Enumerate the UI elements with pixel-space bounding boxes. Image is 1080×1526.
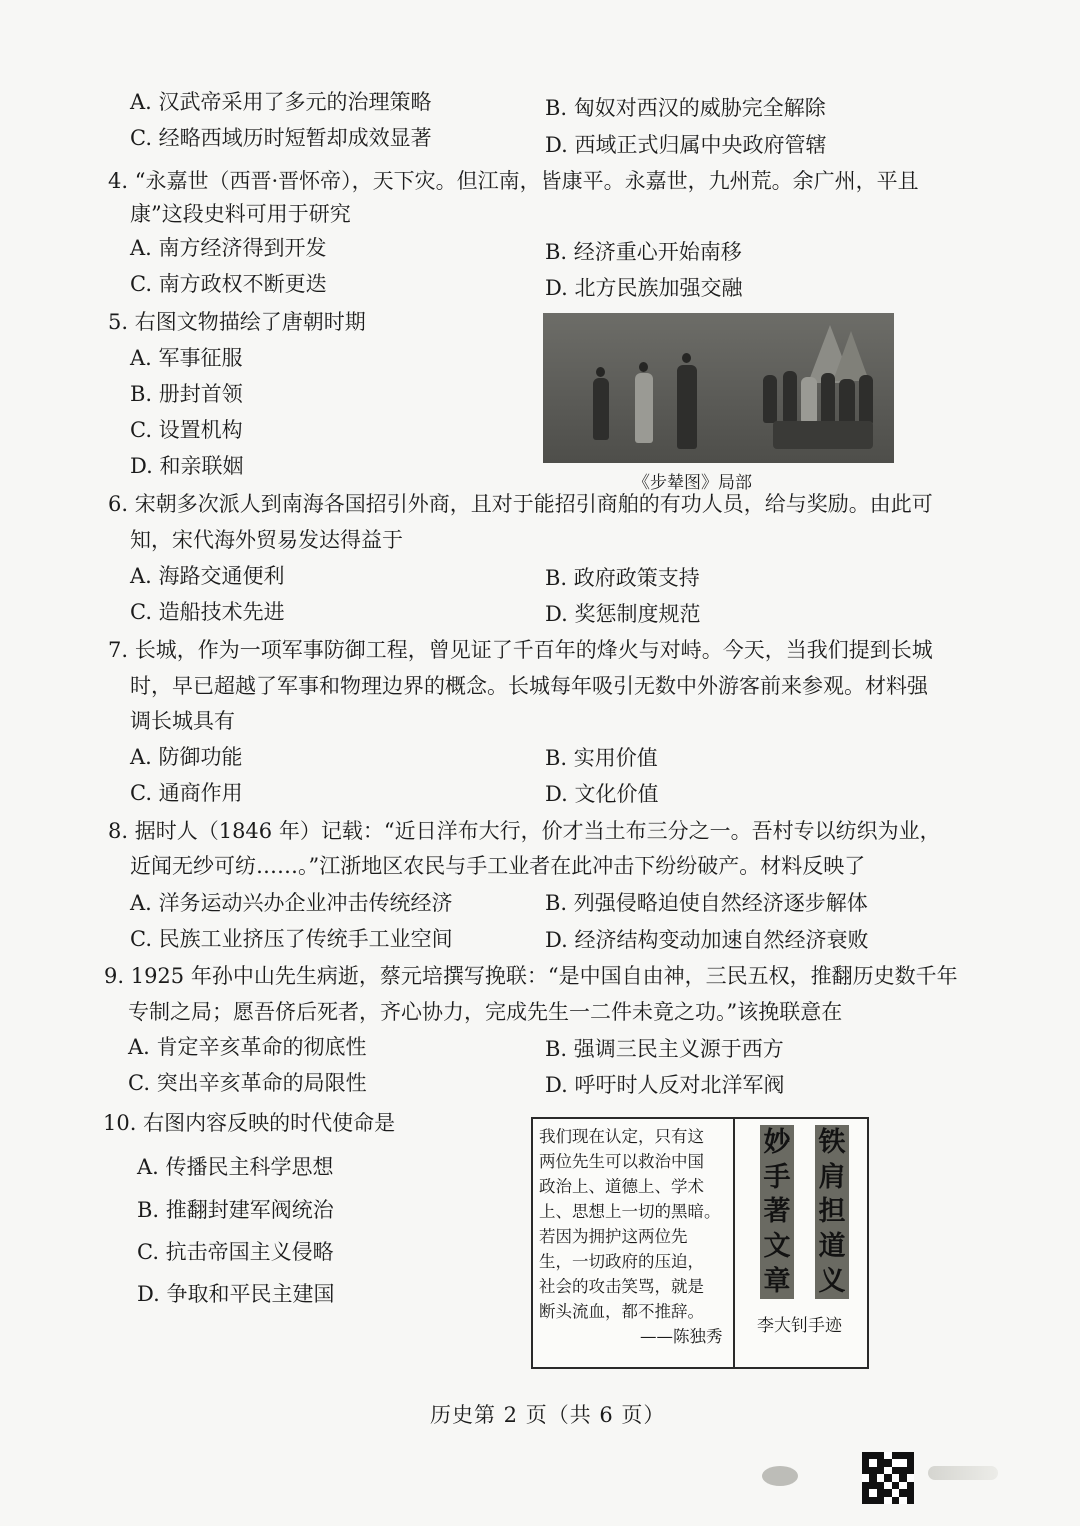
couplet-left-scroll	[760, 1125, 794, 1299]
bunian-painting-image	[543, 313, 894, 463]
q7-option-d: D. 文化价值	[545, 782, 659, 806]
qr-code-icon	[862, 1452, 914, 1504]
q10-stem: 10. 右图内容反映的时代使命是	[103, 1111, 396, 1135]
q9-option-a: A. 肯定辛亥革命的彻底性	[128, 1035, 367, 1059]
q4-option-a: A. 南方经济得到开发	[130, 236, 327, 260]
couplet-char: 文	[763, 1231, 791, 1263]
q5-option-a: A. 军事征服	[130, 346, 243, 370]
q7-option-b: B. 实用价值	[545, 746, 658, 770]
q10-option-b: B. 推翻封建军阀统治	[137, 1198, 334, 1222]
chen-duxiu-quote-line: 上、思想上一切的黑暗。	[539, 1202, 721, 1221]
q7-option-c: C. 通商作用	[130, 781, 243, 805]
q9-stem-line-1: 9. 1925 年孙中山先生病逝，蔡元培撰写挽联：“是中国自由神，三民五权，推翻历史数千年	[104, 964, 958, 988]
q4-stem-line-1: 4. “永嘉世（西晋·晋怀帝），天下灾。但江南，皆康平。永嘉世，九州荒。余广州，平且	[108, 169, 919, 193]
q9-stem-line-2: 专制之局；愿吾侪后死者，齐心协力，完成先生一二件未竟之功。”该挽联意在	[128, 1000, 843, 1024]
q10-option-d: D. 争取和平民主建国	[137, 1282, 335, 1306]
q9-option-d: D. 呼吁时人反对北洋军阀	[545, 1073, 785, 1097]
couplet-char: 著	[763, 1196, 791, 1228]
q10-option-c: C. 抗击帝国主义侵略	[137, 1240, 334, 1264]
q5-image-caption: 《步辇图》局部	[633, 473, 752, 493]
q4-stem-line-2: 康”这段史料可用于研究	[130, 202, 351, 226]
couplet-char: 义	[818, 1266, 846, 1298]
q6-option-d: D. 奖惩制度规范	[545, 602, 701, 626]
chen-duxiu-quote-author: ——陈独秀	[640, 1327, 723, 1346]
chen-duxiu-quote-line: 政治上、道德上、学术	[539, 1177, 704, 1196]
q4-option-b: B. 经济重心开始南移	[545, 240, 742, 264]
q8-option-d: D. 经济结构变动加速自然经济衰败	[545, 928, 869, 952]
q8-stem-line-1: 8. 据时人（1846 年）记载：“近日洋布大行，价才当土布三分之一。吾村专以纺织为业，	[108, 819, 941, 843]
couplet-char: 手	[763, 1161, 791, 1193]
q3-option-c: C. 经略西域历时短暂却成效显著	[130, 126, 432, 150]
q3-option-a: A. 汉武帝采用了多元的治理策略	[130, 90, 432, 114]
couplet-char: 铁	[818, 1126, 846, 1158]
watermark-logo-icon	[928, 1466, 998, 1480]
q9-option-b: B. 强调三民主义源于西方	[545, 1037, 784, 1061]
q7-stem-line-3: 调长城具有	[130, 709, 235, 733]
q10-option-a: A. 传播民主科学思想	[137, 1155, 334, 1179]
q4-option-c: C. 南方政权不断更迭	[130, 272, 327, 296]
couplet-char: 担	[818, 1196, 846, 1228]
q9-option-c: C. 突出辛亥革命的局限性	[128, 1071, 367, 1095]
chen-duxiu-quote-line: 社会的攻击笑骂，就是	[539, 1277, 704, 1296]
chen-duxiu-quote-line: 两位先生可以救治中国	[539, 1152, 704, 1171]
q5-option-d: D. 和亲联姻	[130, 454, 244, 478]
q3-option-d: D. 西域正式归属中央政府管辖	[545, 133, 827, 157]
q5-stem: 5. 右图文物描绘了唐朝时期	[108, 310, 366, 334]
page-footer: 历史第 2 页（共 6 页）	[430, 1403, 666, 1427]
chen-duxiu-quote-line: 若因为拥护这两位先	[539, 1227, 688, 1246]
chen-duxiu-quote-line: 我们现在认定，只有这	[539, 1127, 704, 1146]
q5-option-c: C. 设置机构	[130, 418, 243, 442]
chen-duxiu-quote-line: 断头流血，都不推辞。	[539, 1302, 704, 1321]
couplet-char: 道	[818, 1231, 846, 1263]
q6-option-a: A. 海路交通便利	[130, 564, 285, 588]
chen-duxiu-quote-line: 生，一切政府的压迫，	[539, 1252, 704, 1271]
q6-stem-line-2: 知，宋代海外贸易发达得益于	[130, 528, 403, 552]
fish-logo-icon	[762, 1466, 798, 1486]
q8-option-c: C. 民族工业挤压了传统手工业空间	[130, 927, 453, 951]
q6-option-c: C. 造船技术先进	[130, 600, 285, 624]
couplet-right-scroll	[815, 1125, 849, 1299]
q4-option-d: D. 北方民族加强交融	[545, 276, 743, 300]
q7-option-a: A. 防御功能	[130, 745, 243, 769]
couplet-char: 肩	[818, 1161, 846, 1193]
couplet-char: 章	[763, 1266, 791, 1298]
q5-option-b: B. 册封首领	[130, 382, 243, 406]
q6-stem-line-1: 6. 宋朝多次派人到南海各国招引外商，且对于能招引商舶的有功人员，给与奖励。由此可	[108, 492, 933, 516]
calligraphy-caption: 李大钊手迹	[757, 1316, 842, 1336]
q7-stem-line-2: 时，早已超越了军事和物理边界的概念。长城每年吸引无数中外游客前来参观。材料强	[130, 674, 928, 698]
q8-option-a: A. 洋务运动兴办企业冲击传统经济	[130, 891, 453, 915]
q10-material-divider	[733, 1117, 735, 1367]
couplet-char: 妙	[763, 1126, 791, 1158]
q3-option-b: B. 匈奴对西汉的威胁完全解除	[545, 96, 826, 120]
q6-option-b: B. 政府政策支持	[545, 566, 700, 590]
q8-option-b: B. 列强侵略迫使自然经济逐步解体	[545, 891, 868, 915]
q8-stem-line-2: 近闻无纱可纺……。”江浙地区农民与手工业者在此冲击下纷纷破产。材料反映了	[130, 854, 866, 878]
q7-stem-line-1: 7. 长城，作为一项军事防御工程，曾见证了千百年的烽火与对峙。今天，当我们提到长城	[108, 638, 933, 662]
